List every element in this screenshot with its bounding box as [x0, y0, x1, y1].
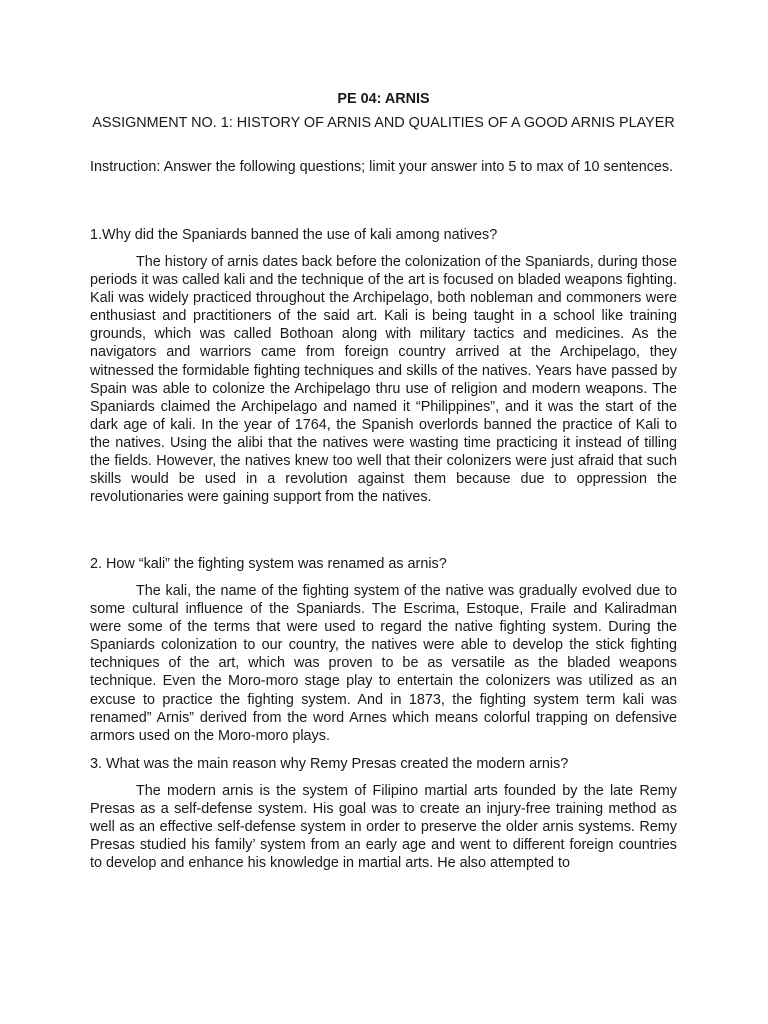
- question-1: 1.Why did the Spaniards banned the use of kali among natives?: [90, 227, 498, 243]
- instruction-text: Instruction: Answer the following questions; limit your answer into 5 to max of 10 sentences.: [90, 159, 674, 175]
- question-2: 2. How “kali” the fighting system was renamed as arnis?: [90, 556, 447, 572]
- question-block-3: [90, 755, 677, 982]
- question-block-1: [90, 226, 677, 555]
- answer-3: The modern arnis is the system of Filipino martial arts founded by the late Remy Presas as a self-defense system. His goal was to create an injury-free training method as well as an effective self-defense system in order to preserve the older arnis systems. Remy Presas studied his family’ system from an early age and went to different foreign countries to develop and enhance his knowledge in martial arts. He also attempted to: [90, 783, 677, 872]
- document-title: PE 04: ARNIS: [337, 91, 430, 107]
- answer-2: The kali, the name of the fighting system of the native was gradually evolved due to some cultural influence of the Spaniards. The Escrima, Estoque, Fraile and Kaliradman were some of the terms that were used to regard the native fighting system. During the Spaniards colonization to our country, the natives were able to develop the stick fighting techniques of the art, which was proven to be as versatile as the bladed weapons technique. Even the Moro-moro stage play to entertain the colonizers was utilized as an excuse to practice the fighting system. And in 1873, the fighting system term kali was renamed” Arnis” derived from the word Arnes which means colorful trapping on defensive armors used on the Moro-moro plays.: [90, 583, 677, 744]
- question-3: 3. What was the main reason why Remy Presas created the modern arnis?: [90, 756, 569, 772]
- question-block-2: [90, 555, 677, 755]
- document-page: [90, 90, 677, 982]
- answer-1: The history of arnis dates back before the colonization of the Spaniards, during those periods it was called kali and the technique of the art is focused on bladed weapons fighting. Kali was widely practiced throughout the Archipelago, both nobleman and commoners were enthusiast and practitioners of the said art. Kali is being taught in a school like training grounds, which was called Bothoan along with military tactics and medicines. As the navigators and warriors came from foreign country arrived at the Archipelago, they witnessed the formidable fighting techniques and skills of the natives. Years have passed by Spain was able to colonize the Archipelago thru use of religion and modern weapons. The Spaniards claimed the Archipelago and named it “Philippines”, and it was the start of the dark age of kali. In the year of 1764, the Spanish overlords banned the practice of Kali to the natives. Using the alibi that the natives were wasting time practicing it instead of tilling the fields. However, the natives knew too well that their colonizers were just afraid that such skills would be used in a revolution against them because due to oppression the revolutionaries were gaining support from the natives.: [90, 254, 677, 506]
- assignment-subtitle: ASSIGNMENT NO. 1: HISTORY OF ARNIS AND QUALITIES OF A GOOD ARNIS PLAYER: [92, 115, 675, 131]
